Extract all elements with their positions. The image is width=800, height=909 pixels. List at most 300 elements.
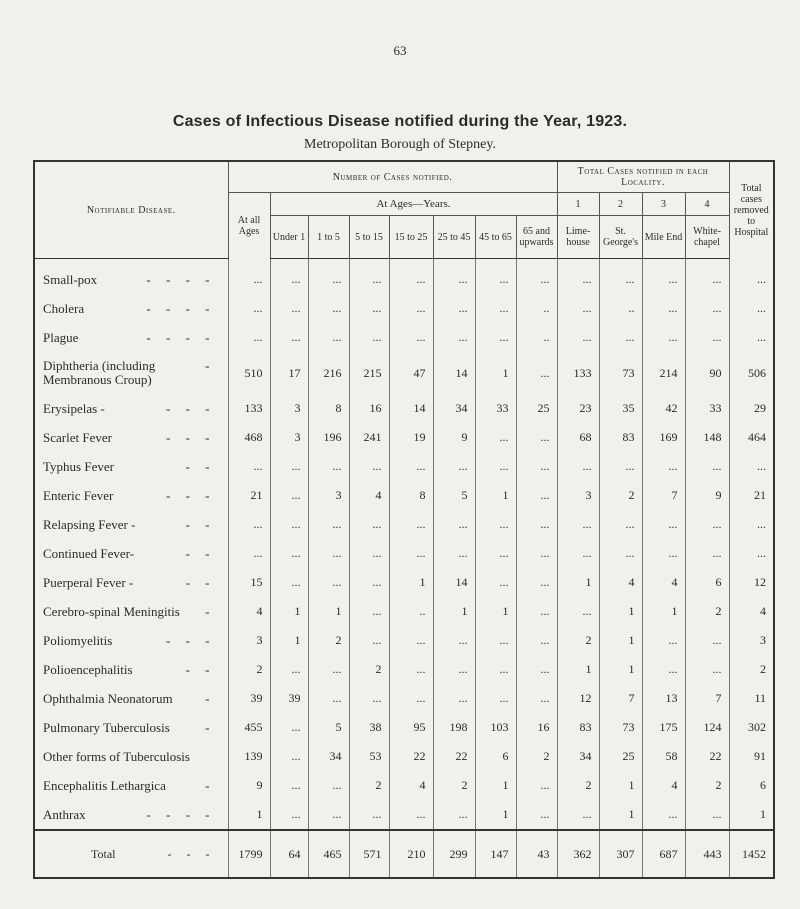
value-cell: ... bbox=[729, 294, 774, 323]
value-cell: ... bbox=[516, 510, 557, 539]
value-cell: ... bbox=[228, 510, 270, 539]
value-cell: ... bbox=[642, 655, 685, 684]
leader-dashes: - - - - bbox=[146, 806, 216, 822]
header-removed-to-hospital: Total cases removed to Hospital bbox=[729, 161, 774, 259]
table-row bbox=[34, 713, 774, 742]
value-cell: 1 bbox=[475, 352, 516, 394]
value-cell: ... bbox=[475, 259, 516, 295]
leader-dashes: - - - bbox=[167, 847, 216, 861]
value-cell: 1 bbox=[642, 597, 685, 626]
value-cell: 2 bbox=[349, 771, 389, 800]
leader-dashes: - bbox=[205, 603, 216, 619]
value-cell: ... bbox=[389, 510, 433, 539]
value-cell: 1 bbox=[599, 626, 642, 655]
value-cell: 1 bbox=[228, 800, 270, 830]
value-cell: ... bbox=[228, 259, 270, 295]
value-cell: 307 bbox=[599, 830, 642, 878]
value-cell: 1 bbox=[557, 568, 599, 597]
value-cell: ... bbox=[729, 539, 774, 568]
disease-name: Ophthalmia Neonatorum bbox=[43, 690, 173, 706]
value-cell: 1 bbox=[599, 597, 642, 626]
value-cell: 1 bbox=[308, 597, 349, 626]
value-cell: ... bbox=[270, 452, 308, 481]
value-cell: ... bbox=[270, 655, 308, 684]
value-cell: ... bbox=[516, 597, 557, 626]
value-cell: ... bbox=[475, 684, 516, 713]
table-row bbox=[34, 394, 774, 423]
value-cell: ... bbox=[516, 259, 557, 295]
value-cell: 19 bbox=[389, 423, 433, 452]
table-row bbox=[34, 352, 774, 394]
value-cell: 2 bbox=[599, 481, 642, 510]
value-cell: ... bbox=[685, 259, 729, 295]
disease-name: Cerebro-spinal Meningitis bbox=[43, 603, 180, 619]
value-cell: 91 bbox=[729, 742, 774, 771]
value-cell: 4 bbox=[729, 597, 774, 626]
value-cell: ... bbox=[270, 294, 308, 323]
value-cell: 38 bbox=[349, 713, 389, 742]
value-cell: ... bbox=[349, 294, 389, 323]
value-cell: ... bbox=[308, 510, 349, 539]
value-cell: 12 bbox=[729, 568, 774, 597]
value-cell: 9 bbox=[685, 481, 729, 510]
value-cell: 58 bbox=[642, 742, 685, 771]
value-cell: ... bbox=[475, 626, 516, 655]
value-cell: ... bbox=[433, 294, 475, 323]
leader-dashes: - - - - bbox=[146, 271, 216, 287]
disease-name-cell bbox=[34, 742, 228, 771]
value-cell: ... bbox=[729, 259, 774, 295]
value-cell: ... bbox=[557, 597, 599, 626]
value-cell: 39 bbox=[270, 684, 308, 713]
value-cell: ... bbox=[349, 684, 389, 713]
header-age-group: 65 and upwards bbox=[516, 216, 557, 259]
table-row bbox=[34, 481, 774, 510]
value-cell: 2 bbox=[557, 771, 599, 800]
value-cell: ... bbox=[349, 597, 389, 626]
disease-name: Diphtheria (including Membranous Croup) bbox=[43, 358, 156, 387]
header-age-group: 15 to 25 bbox=[389, 216, 433, 259]
value-cell: ... bbox=[516, 352, 557, 394]
header-locality-number: 2 bbox=[599, 193, 642, 216]
value-cell: ... bbox=[389, 259, 433, 295]
value-cell: ... bbox=[433, 539, 475, 568]
value-cell: 443 bbox=[685, 830, 729, 878]
value-cell: 468 bbox=[228, 423, 270, 452]
value-cell: ... bbox=[308, 771, 349, 800]
value-cell: 7 bbox=[599, 684, 642, 713]
value-cell: 12 bbox=[557, 684, 599, 713]
value-cell: ... bbox=[228, 452, 270, 481]
table-row bbox=[34, 800, 774, 830]
value-cell: 4 bbox=[599, 568, 642, 597]
disease-name: Small-pox bbox=[43, 271, 98, 287]
value-cell: 16 bbox=[349, 394, 389, 423]
value-cell: ... bbox=[270, 800, 308, 830]
value-cell: 6 bbox=[475, 742, 516, 771]
value-cell: ... bbox=[270, 713, 308, 742]
value-cell: ... bbox=[475, 539, 516, 568]
value-cell: 1 bbox=[475, 800, 516, 830]
value-cell: ... bbox=[389, 800, 433, 830]
value-cell: ... bbox=[270, 742, 308, 771]
value-cell: ... bbox=[349, 800, 389, 830]
table-row bbox=[34, 539, 774, 568]
value-cell: ... bbox=[516, 423, 557, 452]
header-locality-number: 4 bbox=[685, 193, 729, 216]
value-cell: 362 bbox=[557, 830, 599, 878]
value-cell: ... bbox=[349, 510, 389, 539]
disease-name: Anthrax bbox=[43, 806, 86, 822]
disease-name-cell bbox=[34, 539, 228, 568]
table-row bbox=[34, 597, 774, 626]
disease-name-cell bbox=[34, 568, 228, 597]
table-row bbox=[34, 510, 774, 539]
value-cell: ... bbox=[433, 259, 475, 295]
table-row bbox=[34, 684, 774, 713]
header-age-group: 5 to 15 bbox=[349, 216, 389, 259]
header-age-group: Under 1 bbox=[270, 216, 308, 259]
value-cell: 73 bbox=[599, 352, 642, 394]
value-cell: ... bbox=[557, 539, 599, 568]
value-cell: 196 bbox=[308, 423, 349, 452]
value-cell: 22 bbox=[685, 742, 729, 771]
disease-name: Erysipelas - bbox=[43, 400, 105, 416]
value-cell: ... bbox=[516, 452, 557, 481]
value-cell: ... bbox=[557, 800, 599, 830]
value-cell: ... bbox=[349, 626, 389, 655]
disease-name: Continued Fever- bbox=[43, 545, 135, 561]
value-cell: ... bbox=[557, 259, 599, 295]
value-cell: 83 bbox=[599, 423, 642, 452]
value-cell: 43 bbox=[516, 830, 557, 878]
value-cell: 2 bbox=[685, 771, 729, 800]
value-cell: 35 bbox=[599, 394, 642, 423]
value-cell: ... bbox=[516, 684, 557, 713]
page-title: Cases of Infectious Disease notified during the Year, 1923. bbox=[172, 113, 628, 130]
header-all-ages: At all Ages bbox=[228, 193, 270, 259]
value-cell: ... bbox=[685, 510, 729, 539]
value-cell: 687 bbox=[642, 830, 685, 878]
value-cell: 175 bbox=[642, 713, 685, 742]
infectious-disease-table bbox=[33, 160, 775, 879]
value-cell: 2 bbox=[685, 597, 729, 626]
value-cell: 17 bbox=[270, 352, 308, 394]
value-cell: ... bbox=[642, 323, 685, 352]
value-cell: ... bbox=[729, 452, 774, 481]
value-cell: 8 bbox=[308, 394, 349, 423]
disease-name: Typhus Fever bbox=[43, 458, 114, 474]
value-cell: 139 bbox=[228, 742, 270, 771]
value-cell: 3 bbox=[557, 481, 599, 510]
value-cell: ... bbox=[349, 323, 389, 352]
value-cell: ... bbox=[475, 568, 516, 597]
value-cell: 39 bbox=[228, 684, 270, 713]
value-cell: ... bbox=[599, 323, 642, 352]
table-row bbox=[34, 626, 774, 655]
value-cell: ... bbox=[557, 323, 599, 352]
value-cell: ... bbox=[308, 800, 349, 830]
value-cell: .. bbox=[599, 294, 642, 323]
disease-name-cell bbox=[34, 771, 228, 800]
value-cell: ... bbox=[516, 539, 557, 568]
value-cell: 1 bbox=[475, 597, 516, 626]
value-cell: ... bbox=[308, 259, 349, 295]
leader-dashes: - - - bbox=[166, 632, 216, 648]
value-cell: 33 bbox=[475, 394, 516, 423]
table-row bbox=[34, 452, 774, 481]
value-cell: 133 bbox=[557, 352, 599, 394]
value-cell: ... bbox=[685, 539, 729, 568]
disease-name-cell bbox=[34, 684, 228, 713]
value-cell: 9 bbox=[228, 771, 270, 800]
value-cell: 4 bbox=[389, 771, 433, 800]
value-cell: ... bbox=[349, 452, 389, 481]
table-row bbox=[34, 323, 774, 352]
value-cell: ... bbox=[389, 452, 433, 481]
value-cell: ... bbox=[270, 568, 308, 597]
value-cell: 4 bbox=[349, 481, 389, 510]
value-cell: 215 bbox=[349, 352, 389, 394]
value-cell: ... bbox=[516, 568, 557, 597]
header-age-group: 25 to 45 bbox=[433, 216, 475, 259]
value-cell: ... bbox=[516, 771, 557, 800]
value-cell: 299 bbox=[433, 830, 475, 878]
leader-dashes: - bbox=[205, 358, 216, 373]
value-cell: 2 bbox=[433, 771, 475, 800]
value-cell: ... bbox=[642, 259, 685, 295]
value-cell: 8 bbox=[389, 481, 433, 510]
page-subtitle: Metropolitan Borough of Stepney. bbox=[304, 137, 496, 152]
value-cell: 1 bbox=[729, 800, 774, 830]
value-cell: 21 bbox=[729, 481, 774, 510]
value-cell: ... bbox=[308, 684, 349, 713]
value-cell: 1452 bbox=[729, 830, 774, 878]
value-cell: ... bbox=[516, 626, 557, 655]
value-cell: ... bbox=[389, 684, 433, 713]
value-cell: ... bbox=[433, 684, 475, 713]
disease-name-cell bbox=[34, 259, 228, 295]
total-row bbox=[34, 830, 774, 878]
value-cell: 455 bbox=[228, 713, 270, 742]
value-cell: 3 bbox=[308, 481, 349, 510]
header-locality: Lime-house bbox=[557, 216, 599, 259]
value-cell: ... bbox=[599, 510, 642, 539]
value-cell: 11 bbox=[729, 684, 774, 713]
leader-dashes: - - bbox=[185, 545, 216, 561]
value-cell: 465 bbox=[308, 830, 349, 878]
value-cell: 14 bbox=[389, 394, 433, 423]
value-cell: 6 bbox=[729, 771, 774, 800]
value-cell: 2 bbox=[729, 655, 774, 684]
value-cell: ... bbox=[557, 294, 599, 323]
header-total-locality: Total Cases notified in each Locality. bbox=[557, 161, 729, 193]
value-cell: 1 bbox=[557, 655, 599, 684]
value-cell: ... bbox=[433, 800, 475, 830]
value-cell: ... bbox=[642, 626, 685, 655]
value-cell: ... bbox=[685, 294, 729, 323]
disease-name: Polioencephalitis bbox=[43, 661, 133, 677]
leader-dashes: - - - bbox=[166, 487, 216, 503]
value-cell: 5 bbox=[308, 713, 349, 742]
value-cell: ... bbox=[642, 800, 685, 830]
value-cell: 22 bbox=[433, 742, 475, 771]
value-cell: ... bbox=[475, 510, 516, 539]
header-locality-number: 3 bbox=[642, 193, 685, 216]
value-cell: 13 bbox=[642, 684, 685, 713]
value-cell: .. bbox=[516, 294, 557, 323]
value-cell: ... bbox=[475, 423, 516, 452]
value-cell: 1 bbox=[599, 771, 642, 800]
value-cell: 95 bbox=[389, 713, 433, 742]
value-cell: 1 bbox=[475, 771, 516, 800]
value-cell: 2 bbox=[349, 655, 389, 684]
value-cell: 42 bbox=[642, 394, 685, 423]
disease-name: Poliomyelitis bbox=[43, 632, 113, 648]
value-cell: 506 bbox=[729, 352, 774, 394]
page-number: 63 bbox=[393, 43, 407, 58]
value-cell: ... bbox=[475, 294, 516, 323]
table-row bbox=[34, 742, 774, 771]
disease-name-cell bbox=[34, 481, 228, 510]
value-cell: 47 bbox=[389, 352, 433, 394]
value-cell: 3 bbox=[228, 626, 270, 655]
value-cell: 34 bbox=[308, 742, 349, 771]
header-disease: Notifiable Disease. bbox=[34, 161, 228, 259]
value-cell: ... bbox=[270, 771, 308, 800]
value-cell: 15 bbox=[228, 568, 270, 597]
value-cell: 103 bbox=[475, 713, 516, 742]
value-cell: ... bbox=[270, 539, 308, 568]
table-row bbox=[34, 423, 774, 452]
value-cell: 7 bbox=[642, 481, 685, 510]
value-cell: ... bbox=[349, 259, 389, 295]
value-cell: ... bbox=[729, 323, 774, 352]
table-row bbox=[34, 655, 774, 684]
disease-name-cell bbox=[34, 510, 228, 539]
value-cell: ... bbox=[433, 626, 475, 655]
value-cell: 4 bbox=[642, 568, 685, 597]
disease-name-cell bbox=[34, 626, 228, 655]
leader-dashes: - - - - bbox=[146, 329, 216, 345]
disease-name: Other forms of Tuberculosis bbox=[43, 748, 190, 764]
value-cell: .. bbox=[516, 323, 557, 352]
value-cell: ... bbox=[685, 452, 729, 481]
value-cell: ... bbox=[433, 510, 475, 539]
header-locality: Mile End bbox=[642, 216, 685, 259]
value-cell: 2 bbox=[516, 742, 557, 771]
value-cell: ... bbox=[685, 655, 729, 684]
value-cell: 1 bbox=[599, 800, 642, 830]
value-cell: ... bbox=[270, 259, 308, 295]
value-cell: 1 bbox=[389, 568, 433, 597]
value-cell: ... bbox=[389, 323, 433, 352]
header-at-ages: At Ages—Years. bbox=[270, 193, 557, 216]
header-locality: White-chapel bbox=[685, 216, 729, 259]
header-age-group: 1 to 5 bbox=[308, 216, 349, 259]
value-cell: ... bbox=[270, 481, 308, 510]
value-cell: 4 bbox=[642, 771, 685, 800]
value-cell: .. bbox=[389, 597, 433, 626]
value-cell: 34 bbox=[557, 742, 599, 771]
value-cell: ... bbox=[599, 259, 642, 295]
value-cell: 148 bbox=[685, 423, 729, 452]
value-cell: 16 bbox=[516, 713, 557, 742]
value-cell: 14 bbox=[433, 568, 475, 597]
value-cell: ... bbox=[433, 655, 475, 684]
value-cell: 34 bbox=[433, 394, 475, 423]
value-cell: ... bbox=[389, 539, 433, 568]
value-cell: ... bbox=[599, 452, 642, 481]
value-cell: ... bbox=[729, 510, 774, 539]
value-cell: 1 bbox=[475, 481, 516, 510]
value-cell: ... bbox=[642, 452, 685, 481]
disease-name: Pulmonary Tuberculosis bbox=[43, 719, 170, 735]
leader-dashes: - - bbox=[185, 458, 216, 474]
leader-dashes: - - - bbox=[166, 429, 216, 445]
value-cell: ... bbox=[389, 626, 433, 655]
value-cell: ... bbox=[433, 452, 475, 481]
header-locality: St. George's bbox=[599, 216, 642, 259]
leader-dashes: - bbox=[205, 690, 216, 706]
value-cell: 571 bbox=[349, 830, 389, 878]
value-cell: ... bbox=[270, 510, 308, 539]
value-cell: ... bbox=[516, 655, 557, 684]
disease-name: Cholera bbox=[43, 300, 85, 316]
value-cell: 464 bbox=[729, 423, 774, 452]
value-cell: ... bbox=[349, 539, 389, 568]
value-cell: 33 bbox=[685, 394, 729, 423]
value-cell: ... bbox=[270, 323, 308, 352]
disease-name-cell bbox=[34, 294, 228, 323]
disease-name-cell bbox=[34, 800, 228, 830]
value-cell: 210 bbox=[389, 830, 433, 878]
value-cell: 90 bbox=[685, 352, 729, 394]
value-cell: 21 bbox=[228, 481, 270, 510]
value-cell: 1 bbox=[433, 597, 475, 626]
table-row bbox=[34, 259, 774, 295]
value-cell: 198 bbox=[433, 713, 475, 742]
value-cell: ... bbox=[228, 294, 270, 323]
value-cell: 5 bbox=[433, 481, 475, 510]
value-cell: 1 bbox=[599, 655, 642, 684]
value-cell: ... bbox=[389, 655, 433, 684]
value-cell: 3 bbox=[270, 423, 308, 452]
value-cell: 14 bbox=[433, 352, 475, 394]
value-cell: ... bbox=[599, 539, 642, 568]
value-cell: ... bbox=[642, 539, 685, 568]
value-cell: ... bbox=[685, 323, 729, 352]
disease-name: Relapsing Fever - bbox=[43, 516, 136, 532]
leader-dashes: - bbox=[205, 719, 216, 735]
value-cell: 510 bbox=[228, 352, 270, 394]
value-cell: 302 bbox=[729, 713, 774, 742]
value-cell: 4 bbox=[228, 597, 270, 626]
value-cell: 3 bbox=[729, 626, 774, 655]
value-cell: 29 bbox=[729, 394, 774, 423]
value-cell: 25 bbox=[516, 394, 557, 423]
disease-name: Scarlet Fever bbox=[43, 429, 112, 445]
value-cell: 73 bbox=[599, 713, 642, 742]
value-cell: ... bbox=[557, 510, 599, 539]
value-cell: ... bbox=[308, 655, 349, 684]
value-cell: ... bbox=[308, 452, 349, 481]
leader-dashes: - - - - bbox=[146, 300, 216, 316]
table-row bbox=[34, 771, 774, 800]
value-cell: 214 bbox=[642, 352, 685, 394]
value-cell: 2 bbox=[308, 626, 349, 655]
leader-dashes: - - - bbox=[166, 400, 216, 416]
